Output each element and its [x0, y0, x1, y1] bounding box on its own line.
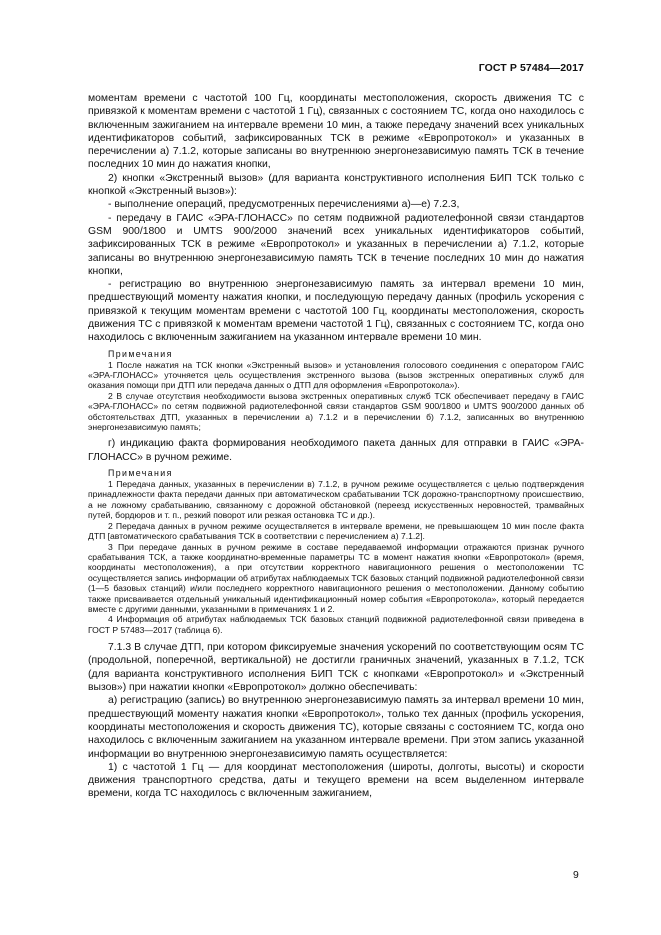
list-item: - передачу в ГАИС «ЭРА-ГЛОНАСС» по сетям подвижной радиотелефонной связи стандартов GSM 900/1800 и UMTS 900/2000 значений всех уникальных идентификаторов событий, зафиксированных ТСК в режиме «Европротокол» и указанных в перечислении а) 7.1.2, которые записаны во внутреннюю энергонезависимую память ТСК в течение последних 10 мин до нажатия кнопки,: [88, 212, 584, 277]
notes-heading: Примечания: [108, 468, 173, 479]
page-number: 9: [573, 870, 579, 881]
document-body: [88, 92, 584, 801]
notes-heading: Примечания: [108, 348, 173, 359]
document-standard-id: ГОСТ Р 57484—2017: [478, 62, 584, 74]
note: 2 Передача данных в ручном режиме осуществляется в интервале времени, не превышающем 10 мин после факта ДТП [автоматического срабатывания ТСК в соответствии с перечислением а) 7.1.2].: [88, 520, 584, 542]
paragraph: 2) кнопки «Экстренный вызов» (для варианта конструктивного исполнения БИП ТСК только с кнопкой «Экстренный вызов»):: [88, 172, 584, 198]
note: 4 Информация об атрибутах наблюдаемых ТСК базовых станций подвижной радиотелефонной связи приведена в ГОСТ Р 57483—2017 (таблица 6).: [88, 614, 584, 635]
list-item: г) индикацию факта формирования необходимого пакета данных для отправки в ГАИС «ЭРА-ГЛОНАСС» в ручном режиме.: [88, 438, 584, 463]
note: 1 После нажатия на ТСК кнопки «Экстренный вызов» и установления голосового соединения с оператором ГАИС «ЭРА-ГЛОНАСС» уточняется цель осуществления экстренного вызова (вызов экстренных оперативных служб для оказания помощи при ДТП или передача данных о ДТП для оформления «Европротокола»).: [88, 359, 584, 391]
paragraph: моментам времени с частотой 100 Гц, координаты местоположения, скорость движения ТС с привязкой к моментам времени с частотой 1 Гц), связанных с состоянием ТС, когда оно находилось с включенным зажиганием на интервале времени 10 мин, а также передачу значений всех уникальных идентификаторов событий, зафиксированных ТСК в режиме «Европротокол» и указанных в перечислении а) 7.1.2, которые записаны во внутреннюю энергонезависимую память ТСК в течение последних 10 мин до нажатия кнопки,: [88, 93, 584, 171]
list-item: - выполнение операций, предусмотренных перечислениями а)—е) 7.2.3,: [108, 199, 460, 211]
note: 2 В случае отсутствия необходимости вызова экстренных оперативных служб ТСК обеспечивает передачу в ГАИС «ЭРА-ГЛОНАСС» по сетям подвижной радиотелефонной связи стандартов GSM 900/1800 и UMTS 900/2000 данных об обстоятельствах ДТП, указанных в перечислении а) 7.1.2 и в перечислении б) 7.1.2, записанных во внутреннюю энергонезависимую память;: [88, 390, 584, 433]
note: 3 При передаче данных в ручном режиме в составе передаваемой информации отражаются признак ручного срабатывания ТСК, а также координатно-временные параметры ТС в момент нажатия кнопки «Европротокол» (время, координаты местоположения), а при отсутствии корректного навигационного решения о местоположении ТС осуществляется запись информации об атрибутах наблюдаемых ТСК базовых станций подвижной радиотелефонной связи (1—5 базовых станций) и/или последнего корректного навигационного решения о местоположении. Данному событию также присваивается отдельный уникальный идентификационный номер события «Европротокола», который передается вместе с другими данными, указанными в примечаниях 1 и 2.: [88, 541, 584, 614]
clause: 7.1.3 В случае ДТП, при котором фиксируемые значения ускорений по соответствующим осям ТС (продольной, поперечной, вертикальной) не достигли граничных значений, указанных в 7.1.2, ТСК (для варианта конструктивного исполнения БИП ТСК с кнопками «Европротокол» и «Экстренный вызов») при нажатии кнопки «Европротокол» должно обеспечивать:: [88, 642, 584, 694]
list-item: а) регистрацию (запись) во внутреннюю энергонезависимую память за интервал времени 10 мин, предшествующий моменту нажатия кнопки «Европротокол», только тех данных (профиль ускорения, координаты местоположения и скорость движения ТС), которые связаны с состоянием ТС, когда оно находилось с включенным зажиганием на указанном интервале времени. При этом запись указанной информации во внутреннюю энергонезависимую память осуществляется:: [88, 695, 584, 760]
note: 1 Передача данных, указанных в перечислении в) 7.1.2, в ручном режиме осуществляется с целью подтверждения принадлежности факта передачи данных при автоматическом срабатывании ТСК дорожно-транспортному происшествию, а не ложному срабатыванию, связанному с дорожной обстановкой (переезд искусственных неровностей, трамвайных путей, бордюров и т. п., резкий поворот или резкая остановка ТС и др.).: [88, 479, 584, 521]
list-item: 1) с частотой 1 Гц — для координат местоположения (широты, долготы, высоты) и скорости движения транспортного средства, даты и текущего времени на всем выделенном интервале времени, когда ТС находилось с включенным зажиганием,: [88, 761, 584, 800]
list-item: - регистрацию во внутреннюю энергонезависимую память за интервал времени 10 мин, предшествующий моменту нажатия кнопки, и последующую передачу данных (профиль ускорения с привязкой к текущим моментам времени с частотой 100 Гц, координаты местоположения, скорость движения ТС с привязкой к моментам времени частотой 1 Гц), связанных с состоянием ТС, когда оно находилось с включенным зажиганием на указанном интервале времени 10 мин.: [88, 279, 584, 344]
